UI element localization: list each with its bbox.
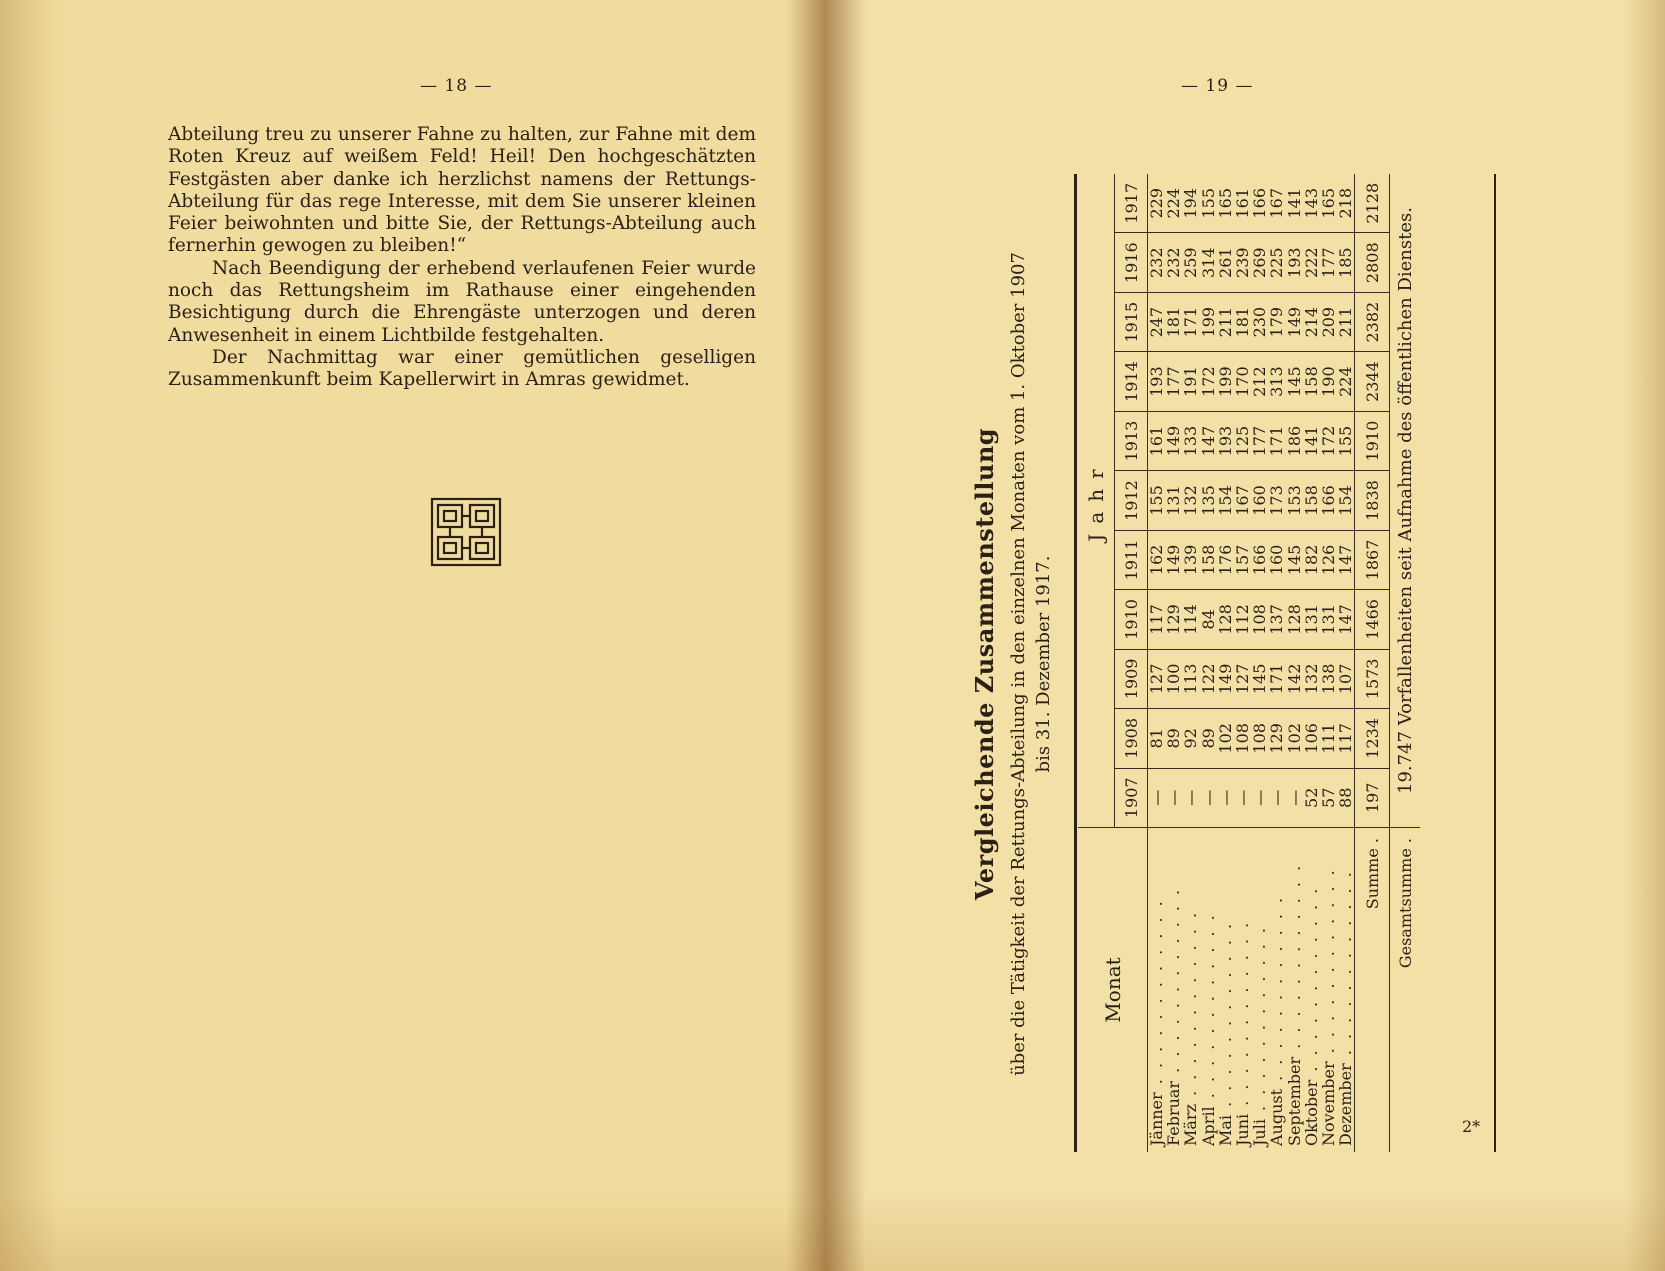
table-cell: 170 bbox=[1234, 352, 1251, 411]
table-cell: 191 bbox=[1182, 352, 1199, 411]
year-header-1913: 1913 bbox=[1115, 411, 1148, 470]
table-cell: 107 bbox=[1337, 649, 1355, 708]
table-cell: 222 bbox=[1303, 233, 1320, 292]
table-cell: 177 bbox=[1320, 233, 1337, 292]
table-cell: 193 bbox=[1286, 233, 1303, 292]
leader-dots: . . . . . . . . . . . . bbox=[1233, 919, 1253, 1114]
table-cell: 177 bbox=[1251, 411, 1268, 470]
table-cell: 131 bbox=[1320, 590, 1337, 649]
summe-cell: 1573 bbox=[1355, 649, 1390, 708]
table-cell: 182 bbox=[1303, 530, 1320, 589]
table-cell: 224 bbox=[1165, 174, 1182, 233]
month-label: Oktober . . . . . . . . . . . . bbox=[1303, 828, 1320, 1153]
table-cell: — bbox=[1165, 768, 1182, 827]
table-cell: 117 bbox=[1337, 709, 1355, 768]
table-cell: 100 bbox=[1165, 649, 1182, 708]
table-cell: — bbox=[1286, 768, 1303, 827]
leader-dots: . . . . . . . . . . . . bbox=[1319, 867, 1339, 1062]
table-cell: 199 bbox=[1217, 352, 1234, 411]
table-cell: 133 bbox=[1182, 411, 1199, 470]
table-bottom-rule bbox=[1494, 174, 1496, 1152]
table-cell: 172 bbox=[1200, 352, 1217, 411]
year-header-1911: 1911 bbox=[1115, 530, 1148, 589]
table-row bbox=[1320, 174, 1337, 1152]
table-cell: 131 bbox=[1303, 590, 1320, 649]
table-cell: — bbox=[1251, 768, 1268, 827]
table-cell: 128 bbox=[1217, 590, 1234, 649]
table-cell: 166 bbox=[1251, 530, 1268, 589]
table-cell: — bbox=[1217, 768, 1234, 827]
summe-cell: 197 bbox=[1355, 768, 1390, 827]
table-cell: 160 bbox=[1251, 471, 1268, 530]
page-number-right: — 19 — bbox=[1181, 76, 1254, 96]
gesamtsumme-row bbox=[1390, 174, 1421, 1152]
table-row bbox=[1303, 174, 1320, 1152]
leader-dots: . . . . . . . . . . . . bbox=[1198, 912, 1218, 1107]
left-page bbox=[0, 0, 826, 1271]
table-row bbox=[1200, 174, 1217, 1152]
table-subtitle-1: über die Tätigkeit der Rettungs-Abteilung in den einzelnen Monaten vom 1. Oktober 1907 bbox=[1008, 252, 1029, 1076]
left-page-body bbox=[168, 124, 756, 392]
table-cell: 158 bbox=[1200, 530, 1217, 589]
table-cell: 212 bbox=[1251, 352, 1268, 411]
month-label: April . . . . . . . . . . . . bbox=[1200, 828, 1217, 1153]
table-cell: 149 bbox=[1165, 530, 1182, 589]
table-cell: 199 bbox=[1200, 292, 1217, 351]
table-cell: 129 bbox=[1165, 590, 1182, 649]
page-number-left: — 18 — bbox=[420, 76, 493, 96]
table-cell: 230 bbox=[1251, 292, 1268, 351]
summe-row bbox=[1355, 174, 1390, 1152]
summe-cell: 2128 bbox=[1355, 174, 1390, 233]
table-cell: 155 bbox=[1200, 174, 1217, 233]
table-cell: 181 bbox=[1234, 292, 1251, 351]
leader-dots: . . . . . . . . . . . . bbox=[1215, 920, 1235, 1115]
table-cell: 81 bbox=[1148, 709, 1166, 768]
table-cell: 127 bbox=[1234, 649, 1251, 708]
table-cell: 179 bbox=[1268, 292, 1285, 351]
leader-dots: . . . . . . . . . . . . bbox=[1267, 894, 1287, 1089]
gesamtsumme-text: 19.747 Vorfallenheiten seit Aufnahme des öffentlichen Dienstes. bbox=[1390, 174, 1421, 828]
table-cell: 57 bbox=[1320, 768, 1337, 827]
table-cell: 166 bbox=[1251, 174, 1268, 233]
table-cell: 143 bbox=[1303, 174, 1320, 233]
table-cell: 166 bbox=[1320, 471, 1337, 530]
table-row bbox=[1165, 174, 1182, 1152]
table-row bbox=[1217, 174, 1234, 1152]
table-cell: 160 bbox=[1268, 530, 1285, 589]
table-cell: 239 bbox=[1234, 233, 1251, 292]
header-jahr: Jahr bbox=[1078, 174, 1115, 828]
table-cell: 149 bbox=[1165, 411, 1182, 470]
table-cell: 147 bbox=[1337, 530, 1355, 589]
table-cell: 171 bbox=[1182, 292, 1199, 351]
table-cell: 137 bbox=[1268, 590, 1285, 649]
table-cell: 161 bbox=[1148, 411, 1166, 470]
summe-cell: 2808 bbox=[1355, 233, 1390, 292]
leader-dots: . . . . . . . . . . . . bbox=[1284, 862, 1304, 1057]
table-cell: 111 bbox=[1320, 709, 1337, 768]
table-cell: 269 bbox=[1251, 233, 1268, 292]
summe-cell: 1867 bbox=[1355, 530, 1390, 589]
table-cell: 157 bbox=[1234, 530, 1251, 589]
table-cell: 232 bbox=[1148, 233, 1166, 292]
paragraph-2: Nach Beendigung der erhebend verlaufenen Feier wurde noch das Rettungsheim im Rathause einer eingehenden Besichtigung durch die Ehrengäste unterzogen und deren Anwesenheit in einem Lichtbilde festgehalten. bbox=[168, 257, 756, 346]
table-cell: 102 bbox=[1286, 709, 1303, 768]
month-label: Juli . . . . . . . . . . . . bbox=[1251, 828, 1268, 1153]
table-cell: 214 bbox=[1303, 292, 1320, 351]
month-label: März . . . . . . . . . . . . bbox=[1182, 828, 1199, 1153]
year-header-1908: 1908 bbox=[1115, 709, 1148, 768]
table-cell: 108 bbox=[1251, 709, 1268, 768]
table-cell: — bbox=[1200, 768, 1217, 827]
gesamtsumme-label: Gesamtsumme . bbox=[1390, 828, 1421, 1153]
summe-cell: 1234 bbox=[1355, 709, 1390, 768]
leader-dots: . . . . . . . . . . . . bbox=[1250, 924, 1270, 1120]
table-row bbox=[1182, 174, 1199, 1152]
summe-cell: 2344 bbox=[1355, 352, 1390, 411]
table-cell: 161 bbox=[1234, 174, 1251, 233]
leader-dots: . . . . . . . . . . . . bbox=[1147, 898, 1166, 1093]
table-cell: 181 bbox=[1165, 292, 1182, 351]
table-cell: 313 bbox=[1268, 352, 1285, 411]
rotated-table-block bbox=[970, 164, 1510, 1164]
table-cell: 177 bbox=[1165, 352, 1182, 411]
month-label: August . . . . . . . . . . . . bbox=[1268, 828, 1285, 1153]
summe-cell: 1466 bbox=[1355, 590, 1390, 649]
table-row bbox=[1234, 174, 1251, 1152]
table-cell: 139 bbox=[1182, 530, 1199, 589]
table-cell: 52 bbox=[1303, 768, 1320, 827]
table-cell: 314 bbox=[1200, 233, 1217, 292]
table-cell: 193 bbox=[1217, 411, 1234, 470]
table-cell: 211 bbox=[1217, 292, 1234, 351]
leader-dots: . . . . . . . . . . . . bbox=[1301, 885, 1321, 1080]
table-cell: 149 bbox=[1217, 649, 1234, 708]
table-top-rule bbox=[1074, 174, 1077, 1152]
paragraph-1: Abteilung treu zu unserer Fahne zu halten, zur Fahne mit dem Roten Kreuz auf weißem Feld! Heil! Den hochgeschätzten Festgästen aber danke ich herzlichst namens der Rettungs-Abteilung für das rege Interesse, mit dem Sie unserer kleinen Feier beiwohnten und bitte Sie, der Rettungs-Abteilung auch fernerhin gewogen zu bleiben!“ bbox=[168, 124, 756, 257]
table-cell: 89 bbox=[1200, 709, 1217, 768]
table-cell: 224 bbox=[1337, 352, 1355, 411]
table-cell: 102 bbox=[1217, 709, 1234, 768]
table-row bbox=[1251, 174, 1268, 1152]
table-cell: 171 bbox=[1268, 649, 1285, 708]
summe-label: Summe . bbox=[1355, 828, 1390, 1153]
table-cell: 125 bbox=[1234, 411, 1251, 470]
table-row bbox=[1268, 174, 1285, 1152]
month-label: September . . . . . . . . . . . . bbox=[1286, 828, 1303, 1153]
table-cell: 176 bbox=[1217, 530, 1234, 589]
table-cell: 225 bbox=[1268, 233, 1285, 292]
table-cell: 162 bbox=[1148, 530, 1166, 589]
table-cell: 149 bbox=[1286, 292, 1303, 351]
summe-cell: 1838 bbox=[1355, 471, 1390, 530]
table-cell: 132 bbox=[1303, 649, 1320, 708]
header-monat: Monat bbox=[1078, 828, 1148, 1153]
table-cell: 153 bbox=[1286, 471, 1303, 530]
table-body bbox=[1148, 174, 1421, 1152]
table-cell: 158 bbox=[1303, 352, 1320, 411]
table-cell: 154 bbox=[1217, 471, 1234, 530]
table-cell: 92 bbox=[1182, 709, 1199, 768]
table-cell: — bbox=[1148, 768, 1166, 827]
table-cell: 117 bbox=[1148, 590, 1166, 649]
leader-dots: . . . . . . . . . . . . bbox=[1336, 869, 1356, 1064]
table-title: Vergleichende Zusammenstellung bbox=[970, 427, 999, 901]
table-cell: — bbox=[1268, 768, 1285, 827]
table-cell: 84 bbox=[1200, 590, 1217, 649]
table-cell: 193 bbox=[1148, 352, 1166, 411]
table-cell: 186 bbox=[1286, 411, 1303, 470]
table-cell: 112 bbox=[1234, 590, 1251, 649]
month-label: November . . . . . . . . . . . . bbox=[1320, 828, 1337, 1153]
table-cell: 165 bbox=[1217, 174, 1234, 233]
table-cell: 167 bbox=[1268, 174, 1285, 233]
year-header-1909: 1909 bbox=[1115, 649, 1148, 708]
table-cell: 232 bbox=[1165, 233, 1182, 292]
table-cell: 154 bbox=[1337, 471, 1355, 530]
table-cell: 229 bbox=[1148, 174, 1166, 233]
right-page bbox=[826, 0, 1665, 1271]
statistics-table bbox=[1078, 174, 1420, 1152]
table-cell: 172 bbox=[1320, 411, 1337, 470]
month-label: Dezember . . . . . . . . . . . . bbox=[1337, 828, 1355, 1153]
table-cell: 128 bbox=[1286, 590, 1303, 649]
table-cell: 185 bbox=[1337, 233, 1355, 292]
table-cell: — bbox=[1234, 768, 1251, 827]
year-header-1915: 1915 bbox=[1115, 292, 1148, 351]
table-cell: 126 bbox=[1320, 530, 1337, 589]
month-label: Mai . . . . . . . . . . . . bbox=[1217, 828, 1234, 1153]
year-header-1916: 1916 bbox=[1115, 233, 1148, 292]
leader-dots: . . . . . . . . . . . . bbox=[1164, 886, 1184, 1081]
summe-cell: 1910 bbox=[1355, 411, 1390, 470]
table-cell: 155 bbox=[1337, 411, 1355, 470]
table-cell: 141 bbox=[1286, 174, 1303, 233]
table-cell: 190 bbox=[1320, 352, 1337, 411]
knot-ornament-icon bbox=[430, 497, 502, 571]
month-label: Jänner . . . . . . . . . . . . bbox=[1148, 828, 1166, 1153]
table-cell: 155 bbox=[1148, 471, 1166, 530]
table-cell: 218 bbox=[1337, 174, 1355, 233]
table-cell: 147 bbox=[1200, 411, 1217, 470]
table-cell: 171 bbox=[1268, 411, 1285, 470]
table-cell: 108 bbox=[1251, 590, 1268, 649]
table-cell: 167 bbox=[1234, 471, 1251, 530]
table-cell: 145 bbox=[1251, 649, 1268, 708]
printer-signature: 2* bbox=[1462, 1117, 1481, 1136]
table-cell: 173 bbox=[1268, 471, 1285, 530]
table-subtitle-2: bis 31. Dezember 1917. bbox=[1033, 555, 1054, 773]
table-cell: 141 bbox=[1303, 411, 1320, 470]
table-cell: 209 bbox=[1320, 292, 1337, 351]
year-header-1910: 1910 bbox=[1115, 590, 1148, 649]
table-cell: 135 bbox=[1200, 471, 1217, 530]
table-cell: 247 bbox=[1148, 292, 1166, 351]
table-cell: 194 bbox=[1182, 174, 1199, 233]
table-cell: 113 bbox=[1182, 649, 1199, 708]
table-cell: 122 bbox=[1200, 649, 1217, 708]
table-cell: 89 bbox=[1165, 709, 1182, 768]
table-cell: 106 bbox=[1303, 709, 1320, 768]
table-cell: 165 bbox=[1320, 174, 1337, 233]
summe-cell: 2382 bbox=[1355, 292, 1390, 351]
table-cell: 108 bbox=[1234, 709, 1251, 768]
table-cell: 211 bbox=[1337, 292, 1355, 351]
table-cell: 138 bbox=[1320, 649, 1337, 708]
month-label: Februar . . . . . . . . . . . . bbox=[1165, 828, 1182, 1153]
table-cell: 127 bbox=[1148, 649, 1166, 708]
table-cell: 145 bbox=[1286, 530, 1303, 589]
year-header-1912: 1912 bbox=[1115, 471, 1148, 530]
table-cell: 147 bbox=[1337, 590, 1355, 649]
table-cell: 88 bbox=[1337, 768, 1355, 827]
table-cell: — bbox=[1182, 768, 1199, 827]
month-label: Juni . . . . . . . . . . . . bbox=[1234, 828, 1251, 1153]
year-header-1917: 1917 bbox=[1115, 174, 1148, 233]
table-cell: 129 bbox=[1268, 709, 1285, 768]
table-cell: 145 bbox=[1286, 352, 1303, 411]
table-cell: 259 bbox=[1182, 233, 1199, 292]
table-row bbox=[1337, 174, 1355, 1152]
table-cell: 142 bbox=[1286, 649, 1303, 708]
leader-dots: . . . . . . . . . . . . bbox=[1181, 909, 1201, 1104]
year-header-1914: 1914 bbox=[1115, 352, 1148, 411]
table-cell: 132 bbox=[1182, 471, 1199, 530]
table-cell: 158 bbox=[1303, 471, 1320, 530]
paragraph-3: Der Nachmittag war einer gemütlichen geselligen Zusammenkunft beim Kapellerwirt in Amras gewidmet. bbox=[168, 346, 756, 391]
table-row bbox=[1148, 174, 1166, 1152]
table-row bbox=[1286, 174, 1303, 1152]
table-cell: 261 bbox=[1217, 233, 1234, 292]
table-cell: 131 bbox=[1165, 471, 1182, 530]
table-cell: 114 bbox=[1182, 590, 1199, 649]
year-header-1907: 1907 bbox=[1115, 768, 1148, 827]
